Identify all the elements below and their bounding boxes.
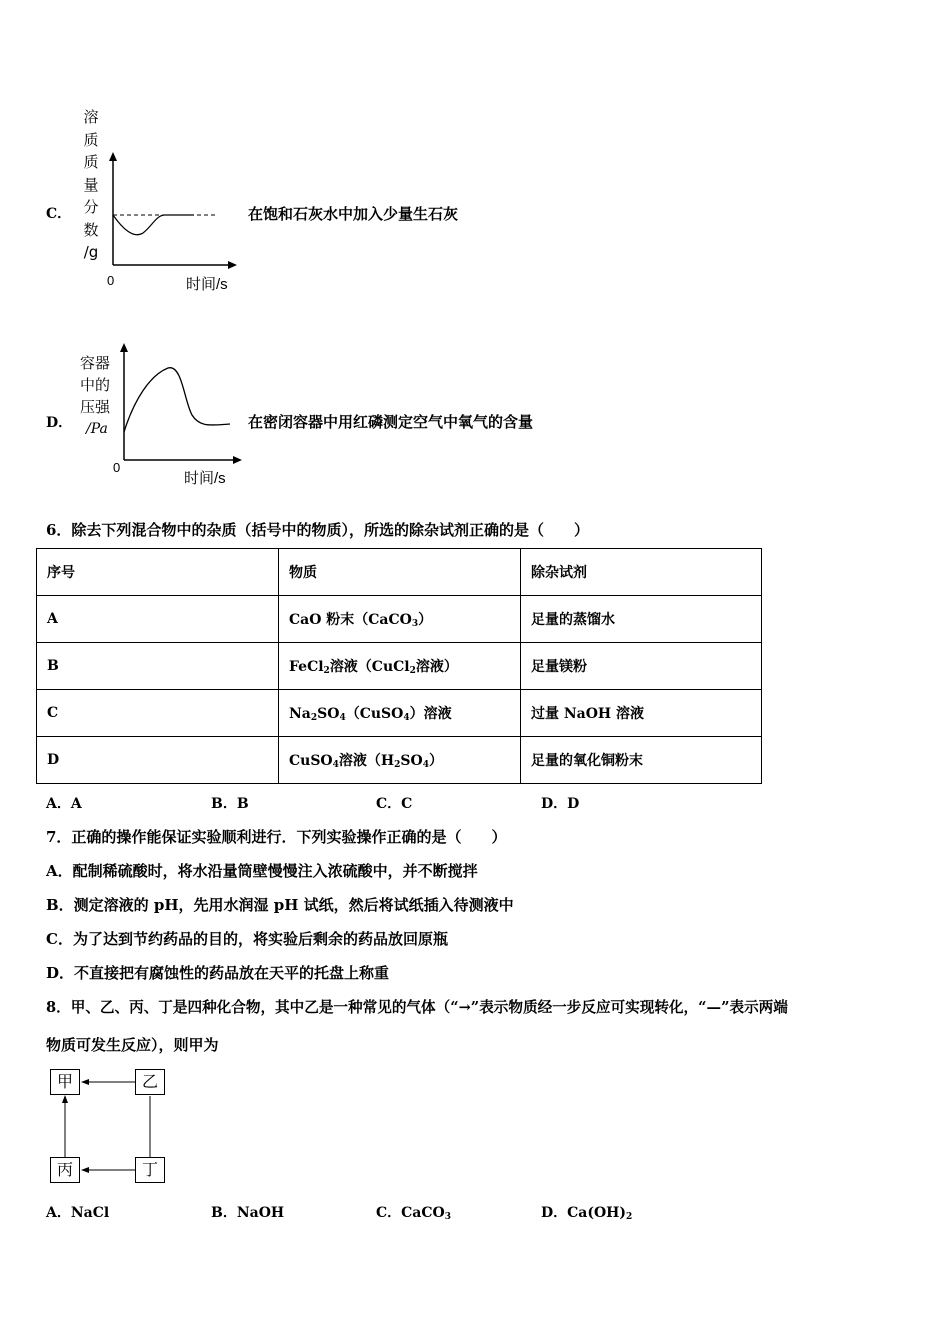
q5-c-x-axis-label: 时间/s [186,276,228,293]
q6-option-a[interactable]: A．A [46,796,82,812]
table-cell-id: C [37,690,279,737]
q8-box-bing: 丙 [50,1157,80,1183]
table-cell-reagent: 足量镁粉 [521,643,762,690]
q5-c-y-axis-label [82,106,100,264]
q5-d-y-axis-label [80,352,110,440]
table-header-cell: 除杂试剂 [521,549,762,596]
table-row [37,737,762,784]
q6-stem: 6．除去下列混合物中的杂质（括号中的物质），所选的除杂试剂正确的是（ ） [46,521,589,539]
q5-c-y-label-char: 分 [83,198,99,216]
table-header-cell: 物质 [279,549,521,596]
q8-option-b[interactable]: B．NaOH [211,1205,285,1221]
q6-option-c[interactable]: C．C [376,796,413,812]
q5-d-curve [124,368,230,432]
q5-c-graph [100,150,240,275]
table-cell-substance: CuSO$_4$溶液$(H_2SO_4)$ [279,737,521,784]
q8-option-c[interactable]: C．CaCO$_3$ [376,1205,451,1222]
table-cell-id: D [37,737,279,784]
table-cell-id: B [37,643,279,690]
q5-d-x-axis-label: 时间/s [184,470,226,487]
q8-box-ding: 丁 [135,1157,165,1183]
q7-option-c[interactable]: C．为了达到节约药品的目的，将实验后剩余的药品放回原瓶 [46,930,448,948]
q8-option-d[interactable]: D．$Ca(OH)_2$ [541,1205,633,1222]
q6-table [36,548,762,784]
table-cell-id: A [37,596,279,643]
q5-c-curve [113,215,194,235]
q5-c-y-label-char: 质 [83,130,99,149]
q5-c-y-label-char: 溶 [83,108,99,126]
q5-d-y-label-line: 压强 [80,398,111,416]
q5-d-y-label-line: 容器 [80,354,111,372]
q8-option-a[interactable]: A．NaCl [46,1205,110,1221]
table-row [37,643,762,690]
q5-option-c-label: C． [46,206,72,222]
q8-box-jia: 甲 [50,1069,80,1095]
table-header-row [37,549,762,596]
q7-option-d[interactable]: D．不直接把有腐蚀性的药品放在天平的托盘上称重 [46,964,390,982]
q6-option-b[interactable]: B．B [211,796,249,812]
table-row [37,690,762,737]
table-cell-reagent: 足量的氧化铜粉末 [521,737,762,784]
q7-option-b[interactable]: B．测定溶液的 pH，先用水润湿 pH 试纸，然后将试纸插入待测液中 [46,896,514,914]
q8-stem-line2: 物质可发生反应），则甲为 [46,1036,219,1054]
q5-c-y-axis-label-text [82,106,100,264]
q5-option-d-label: D． [46,415,73,431]
q7-stem: 7．正确的操作能保证实验顺利进行．下列实验操作正确的是（ ） [46,828,507,846]
q5-c-y-label-char: /g [83,243,99,261]
table-cell-reagent: 过量 NaOH 溶液 [521,690,762,737]
q5-c-y-label-char: 质 [83,153,99,171]
q5-c-origin: 0 [107,273,115,288]
table-cell-reagent: 足量的蒸馏水 [521,596,762,643]
q5-d-description: 在密闭容器中用红磷测定空气中氧气的含量 [248,413,534,431]
q8-stem-line1: 8．甲、乙、丙、丁是四种化合物，其中乙是一种常见的气体（“→”表示物质经一步反应可实现转化，“—”表示两端 [46,999,788,1016]
q6-option-d[interactable]: D．D [541,796,580,812]
q5-d-y-label-line: /Pa [86,421,108,437]
q5-d-origin: 0 [113,460,121,475]
table-cell-substance: $Na_2SO_4(CuSO_4)$溶液 [279,690,521,737]
table-header-cell: 序号 [37,549,279,596]
table-cell-substance: CaO 粉末（CaCO$_3$） [279,596,521,643]
q8-diagram-arrows [40,1060,180,1190]
q8-box-yi: 乙 [135,1069,165,1095]
q5-d-graph [112,340,247,470]
q5-c-y-label-char: 数 [83,220,99,239]
q5-d-y-label-line: 中的 [80,376,111,394]
q5-c-description: 在饱和石灰水中加入少量生石灰 [248,205,459,223]
table-cell-substance: FeCl$_2$溶液（CuCl$_2$溶液） [279,643,521,690]
q5-c-y-label-char: 量 [83,175,99,194]
q7-option-a[interactable]: A．配制稀硫酸时，将水沿量筒壁慢慢注入浓硫酸中，并不断搅拌 [46,862,478,880]
table-row [37,596,762,643]
